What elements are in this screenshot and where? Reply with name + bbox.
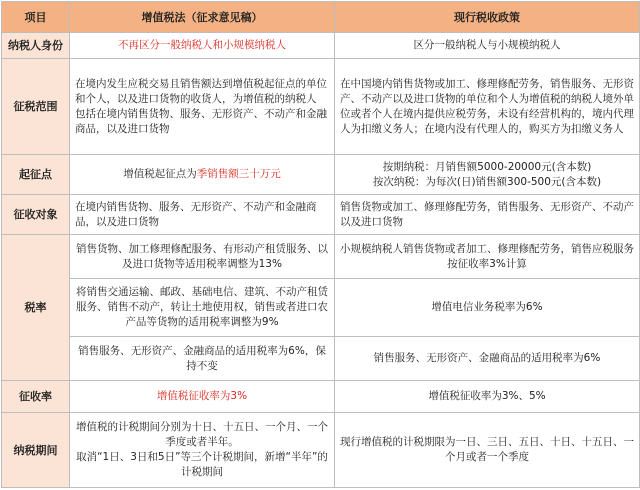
draft-cell [70, 59, 335, 155]
row-label: 征收对象 [2, 195, 70, 235]
row-tax-rate-2 [2, 279, 640, 337]
row-tax-scope [2, 59, 640, 155]
current-cell: 增值电信业务税率为6% [335, 279, 640, 337]
draft-paragraph: 在境内发生应税交易且销售额达到增值税起征点的单位和个人，以及进口货物的收货人，为增值税的纳税人 [75, 77, 327, 105]
current-cell: 增值税征收率为3%、5% [335, 381, 640, 413]
current-cell [335, 155, 640, 195]
row-label: 纳税人身份 [2, 33, 70, 59]
row-label: 纳税期间 [2, 413, 70, 488]
draft-cell [70, 155, 335, 195]
current-cell: 在中国境内销售货物或加工、修理修配劳务，销售服务、无形资产、不动产以及进口货物的单位和个人为增值税的纳税人境外单位或者个人在境内提供应税劳务，未设有经营机构的，境内代理人为扣缴义务人；在境内没有代理人的，购买方为扣缴义务人 [335, 59, 640, 155]
draft-paragraph: 包括在境内销售货物、服务、无形资产、不动产和金融商品，以及进口货物 [75, 107, 327, 135]
current-line: 按期纳税：月销售额5000-20000元(含本数) [382, 160, 592, 173]
row-levy-rate [2, 381, 640, 413]
row-levy-object [2, 195, 640, 235]
current-line: 按次纳税：为每次(日)销售额300-500元(含本数) [372, 175, 602, 188]
draft-cell: 将销售交通运输、邮政、基础电信、建筑、不动产租赁服务、销售不动产，转让土地使用权，销售或者进口农产品等货物的适用税率调整为9% [70, 279, 335, 337]
current-cell: 区分一般纳税人与小规模纳税人 [335, 33, 640, 59]
row-tax-rate-3 [2, 337, 640, 381]
comparison-document [1, 1, 639, 488]
current-cell: 现行增值税的计税期限为一日、三日、五日、十日、十五日、一个月或者一个季度 [335, 413, 640, 488]
row-label: 征收率 [2, 381, 70, 413]
draft-paragraph: 取消“1日、3日和5日”等三个计税期间，新增“半年”的计税期间 [76, 451, 328, 478]
draft-cell: 增值税征收率为3% [70, 381, 335, 413]
row-tax-rate-1 [2, 235, 640, 279]
highlighted-text: 季销售额三十万元 [196, 168, 281, 180]
comparison-table [1, 1, 640, 488]
row-label: 征税范围 [2, 59, 70, 155]
row-tax-period [2, 413, 640, 488]
header-current-policy: 现行税收政策 [335, 2, 640, 33]
draft-paragraph: 增值税的计税期间分别为十日、十五日、一个月、一个季度或者半年。 [76, 421, 328, 448]
header-item: 项目 [2, 2, 70, 33]
draft-cell: 不再区分一般纳税人和小规模纳税人 [70, 33, 335, 59]
current-cell: 小规模纳税人销售货物或者加工、修理修配劳务，销售应税服务按征收率3%计算 [335, 235, 640, 279]
draft-text: 增值税起征点为 [123, 168, 197, 180]
row-label: 起征点 [2, 155, 70, 195]
current-cell: 销售货物或加工、修理修配劳务，销售服务、无形资产、不动产以及进口货物 [335, 195, 640, 235]
table-header-row [2, 2, 640, 33]
row-taxpayer-identity [2, 33, 640, 59]
header-draft-law: 增值税法（征求意见稿） [70, 2, 335, 33]
draft-cell: 在境内销售货物、服务、无形资产、不动产和金融商品，以及进口货物 [70, 195, 335, 235]
row-label: 税率 [2, 235, 70, 381]
draft-cell: 销售服务、无形资产、金融商品的适用税率为6%，保持不变 [70, 337, 335, 381]
draft-cell: 销售货物、加工修理修配服务、有形动产租赁服务、以及进口货物等适用税率调整为13% [70, 235, 335, 279]
current-cell: 销售服务、无形资产、金融商品的适用税率为6% [335, 337, 640, 381]
row-threshold [2, 155, 640, 195]
draft-cell [70, 413, 335, 488]
